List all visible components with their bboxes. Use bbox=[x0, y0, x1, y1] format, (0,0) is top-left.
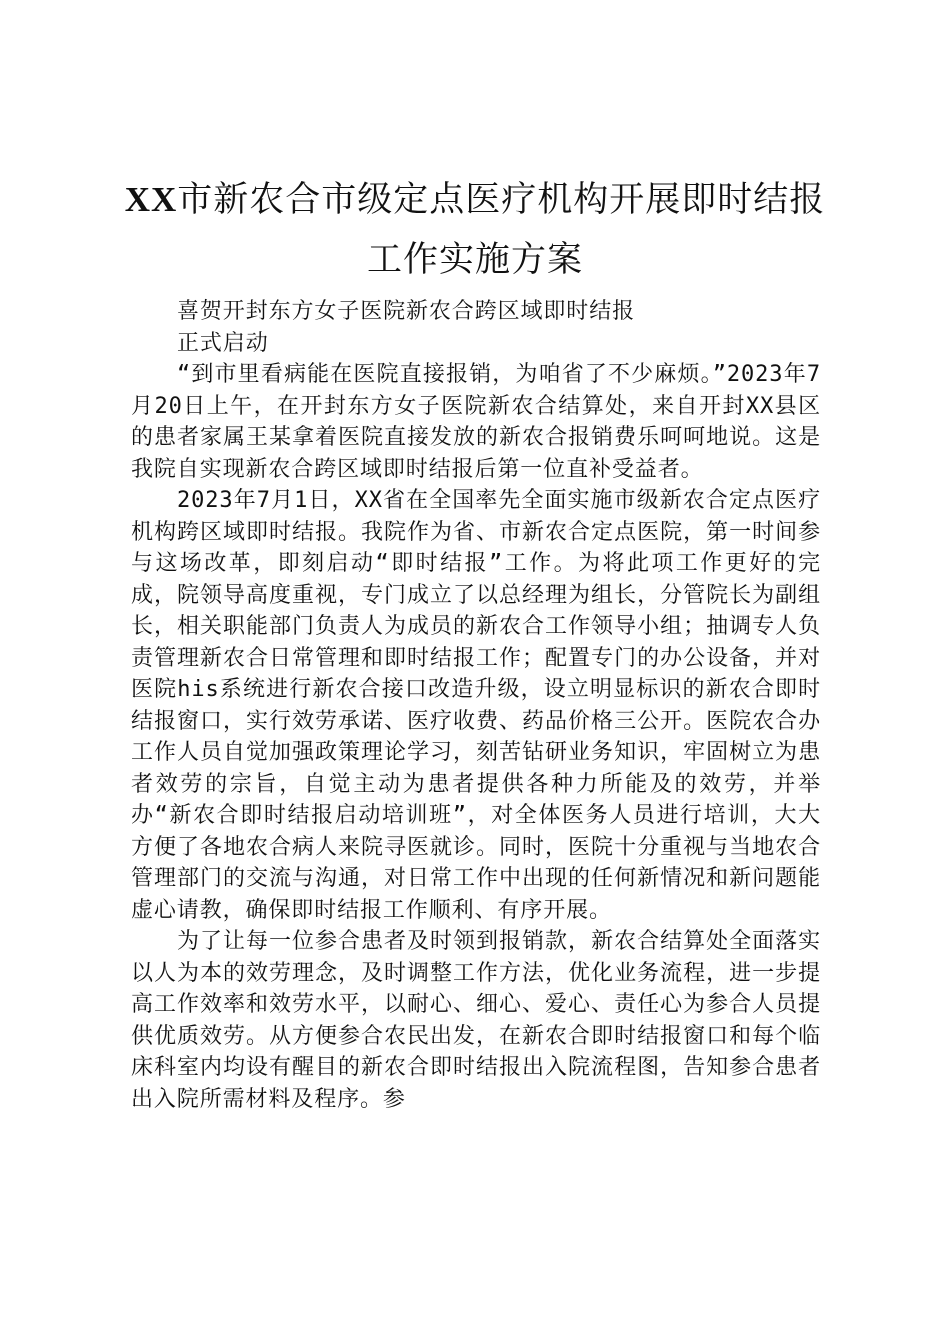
subtitle-line-1: 喜贺开封东方女子医院新农合跨区域即时结报 bbox=[177, 299, 636, 324]
title-line-2: 工作实施方案 bbox=[366, 240, 583, 280]
title-line-1 bbox=[110, 170, 840, 230]
title-lead: XX bbox=[124, 180, 178, 219]
paragraph-1: “到市里看病能在医院直接报销，为咱省了不少麻烦。”2023年7月20日上午，在开封东方女子医院新农合结算处，来自开封XX县区的患者家属王某拿着医院直接发放的新农合报销费乐呵呵地说。这是我院自实现新农合跨区域即时结报后第一位直补受益者。 bbox=[131, 362, 821, 482]
title-rest: 市新农合市级定点医疗机构开展即时结报 bbox=[177, 180, 826, 220]
paragraph-3: 为了让每一位参合患者及时领到报销款，新农合结算处全面落实以人为本的效劳理念，及时调整工作方法，优化业务流程，进一步提高工作效率和效劳水平，以耐心、细心、爱心、责任心为参合人员提供优质效劳。从方便参合农民出发，在新农合即时结报窗口和每个临床科室内均设有醒目的新农合即时结报出入院流程图，告知参合患者出入院所需材料及程序。参 bbox=[131, 929, 821, 1112]
document-title bbox=[110, 170, 840, 290]
document-body bbox=[131, 296, 821, 1115]
subtitle-line-2: 正式启动 bbox=[177, 330, 269, 356]
paragraph-2: 2023年7月1日，XX省在全国率先全面实施市级新农合定点医疗机构跨区域即时结报。我院作为省、市新农合定点医院，第一时间参与这场改革，即刻启动“即时结报”工作。为将此项工作更好的完成，院领导高度重视，专门成立了以总经理为组长，分管院长为副组长，相关职能部门负责人为成员的新农合工作领导小组；抽调专人负责管理新农合日常管理和即时结报工作；配置专门的办公设备，并对医院his系统进行新农合接口改造升级，设立明显标识的新农合即时结报窗口，实行效劳承诺、医疗收费、药品价格三公开。医院农合办工作人员自觉加强政策理论学习，刻苦钻研业务知识，牢固树立为患者效劳的宗旨，自觉主动为患者提供各种力所能及的效劳，并举办“新农合即时结报启动培训班”，对全体医务人员进行培训，大大方便了各地农合病人来院寻医就诊。同时，医院十分重视与当地农合管理部门的交流与沟通，对日常工作中出现的任何新情况和新问题能虚心请教，确保即时结报工作顺利、有序开展。 bbox=[131, 488, 821, 923]
